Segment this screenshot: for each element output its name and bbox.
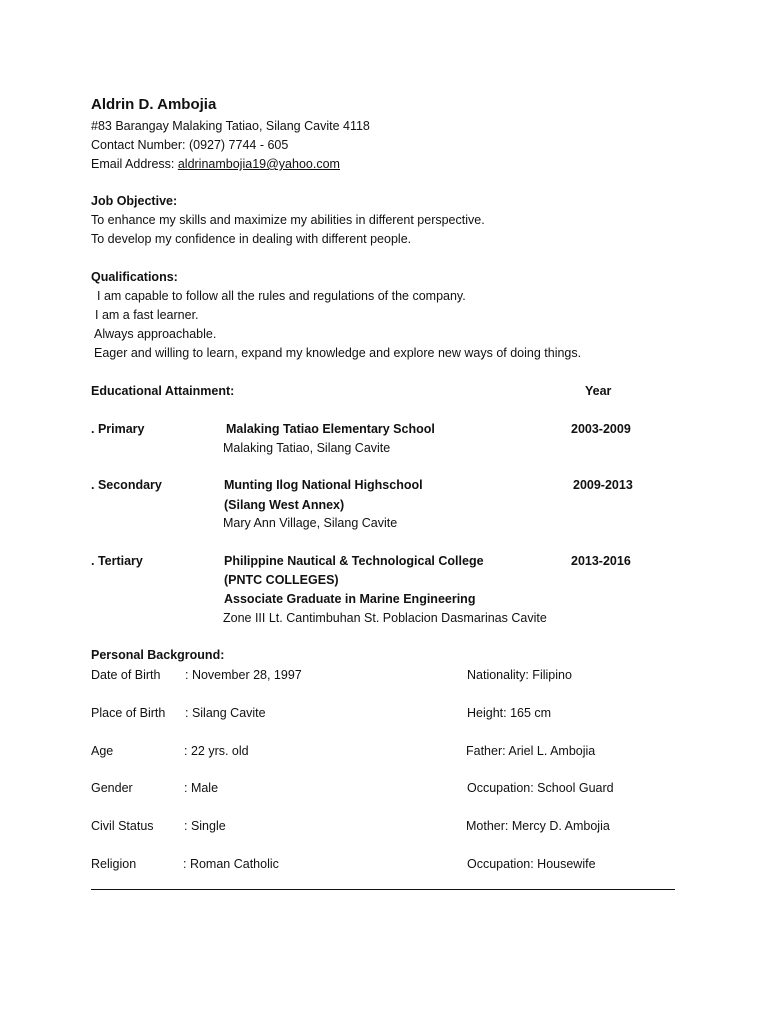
personal-value-birthdate: : November 28, 1997 bbox=[185, 668, 302, 682]
objective-line: To enhance my skills and maximize my abilities in different perspective. bbox=[91, 213, 485, 227]
objective-line: To develop my confidence in dealing with different people. bbox=[91, 232, 412, 246]
personal-heading: Personal Background: bbox=[91, 648, 225, 662]
secondary-school-address: Mary Ann Village, Silang Cavite bbox=[223, 516, 398, 530]
personal-label-gender: Gender bbox=[91, 781, 133, 795]
personal-label-civil-status: Civil Status bbox=[91, 819, 154, 833]
qualification-item: I am capable to follow all the rules and regulations of the company. bbox=[97, 289, 466, 303]
personal-value-gender: : Male bbox=[184, 781, 219, 795]
qualification-item: Always approachable. bbox=[94, 327, 217, 341]
objective-heading: Job Objective: bbox=[91, 194, 178, 208]
personal-label-religion: Religion bbox=[91, 857, 137, 871]
tertiary-school-address: Zone III Lt. Cantimbuhan St. Poblacion Dasmarinas Cavite bbox=[223, 611, 547, 625]
tertiary-school-name: Philippine Nautical & Technological College bbox=[224, 554, 484, 568]
personal-value-civil-status: : Single bbox=[184, 819, 226, 833]
tertiary-years: 2013-2016 bbox=[571, 554, 631, 568]
primary-school-name: Malaking Tatiao Elementary School bbox=[226, 422, 435, 436]
personal-mother: Mother: Mercy D. Ambojia bbox=[466, 819, 610, 833]
year-heading: Year bbox=[585, 384, 612, 398]
education-heading: Educational Attainment: bbox=[91, 384, 235, 398]
personal-nationality: Nationality: Filipino bbox=[467, 668, 572, 682]
email-link[interactable]: aldrinambojia19@yahoo.com bbox=[177, 157, 340, 171]
email-line bbox=[91, 156, 340, 172]
email-label: Email Address: bbox=[91, 157, 178, 171]
bottom-divider bbox=[91, 889, 675, 890]
primary-years: 2003-2009 bbox=[571, 422, 631, 436]
qualification-item: I am a fast learner. bbox=[95, 308, 199, 322]
primary-school-address: Malaking Tatiao, Silang Cavite bbox=[223, 441, 391, 455]
tertiary-school-abbrev: (PNTC COLLEGES) bbox=[224, 573, 339, 587]
qualifications-heading: Qualifications: bbox=[91, 270, 178, 284]
personal-mother-occupation: Occupation: Housewife bbox=[467, 857, 596, 871]
personal-value-religion: : Roman Catholic bbox=[183, 857, 279, 871]
secondary-school-name: Munting Ilog National Highschool bbox=[224, 478, 423, 492]
personal-father-occupation: Occupation: School Guard bbox=[467, 781, 614, 795]
education-level-tertiary: . Tertiary bbox=[91, 554, 143, 568]
personal-value-age: : 22 yrs. old bbox=[184, 744, 249, 758]
personal-label-age: Age bbox=[91, 744, 114, 758]
address-line: #83 Barangay Malaking Tatiao, Silang Cavite 4118 bbox=[91, 119, 370, 133]
personal-value-birthplace: : Silang Cavite bbox=[185, 706, 266, 720]
personal-father: Father: Ariel L. Ambojia bbox=[466, 744, 596, 758]
contact-line: Contact Number: (0927) 7744 - 605 bbox=[91, 138, 289, 152]
personal-label-birthdate: Date of Birth bbox=[91, 668, 161, 682]
tertiary-course: Associate Graduate in Marine Engineering bbox=[224, 592, 476, 606]
qualification-item: Eager and willing to learn, expand my knowledge and explore new ways of doing things. bbox=[94, 346, 582, 360]
personal-label-birthplace: Place of Birth bbox=[91, 706, 166, 720]
secondary-school-annex: (Silang West Annex) bbox=[224, 498, 345, 512]
personal-height: Height: 165 cm bbox=[467, 706, 552, 720]
education-level-primary: . Primary bbox=[91, 422, 145, 436]
applicant-name: Aldrin D. Ambojia bbox=[91, 96, 217, 113]
secondary-years: 2009-2013 bbox=[573, 478, 633, 492]
education-level-secondary: . Secondary bbox=[91, 478, 162, 492]
